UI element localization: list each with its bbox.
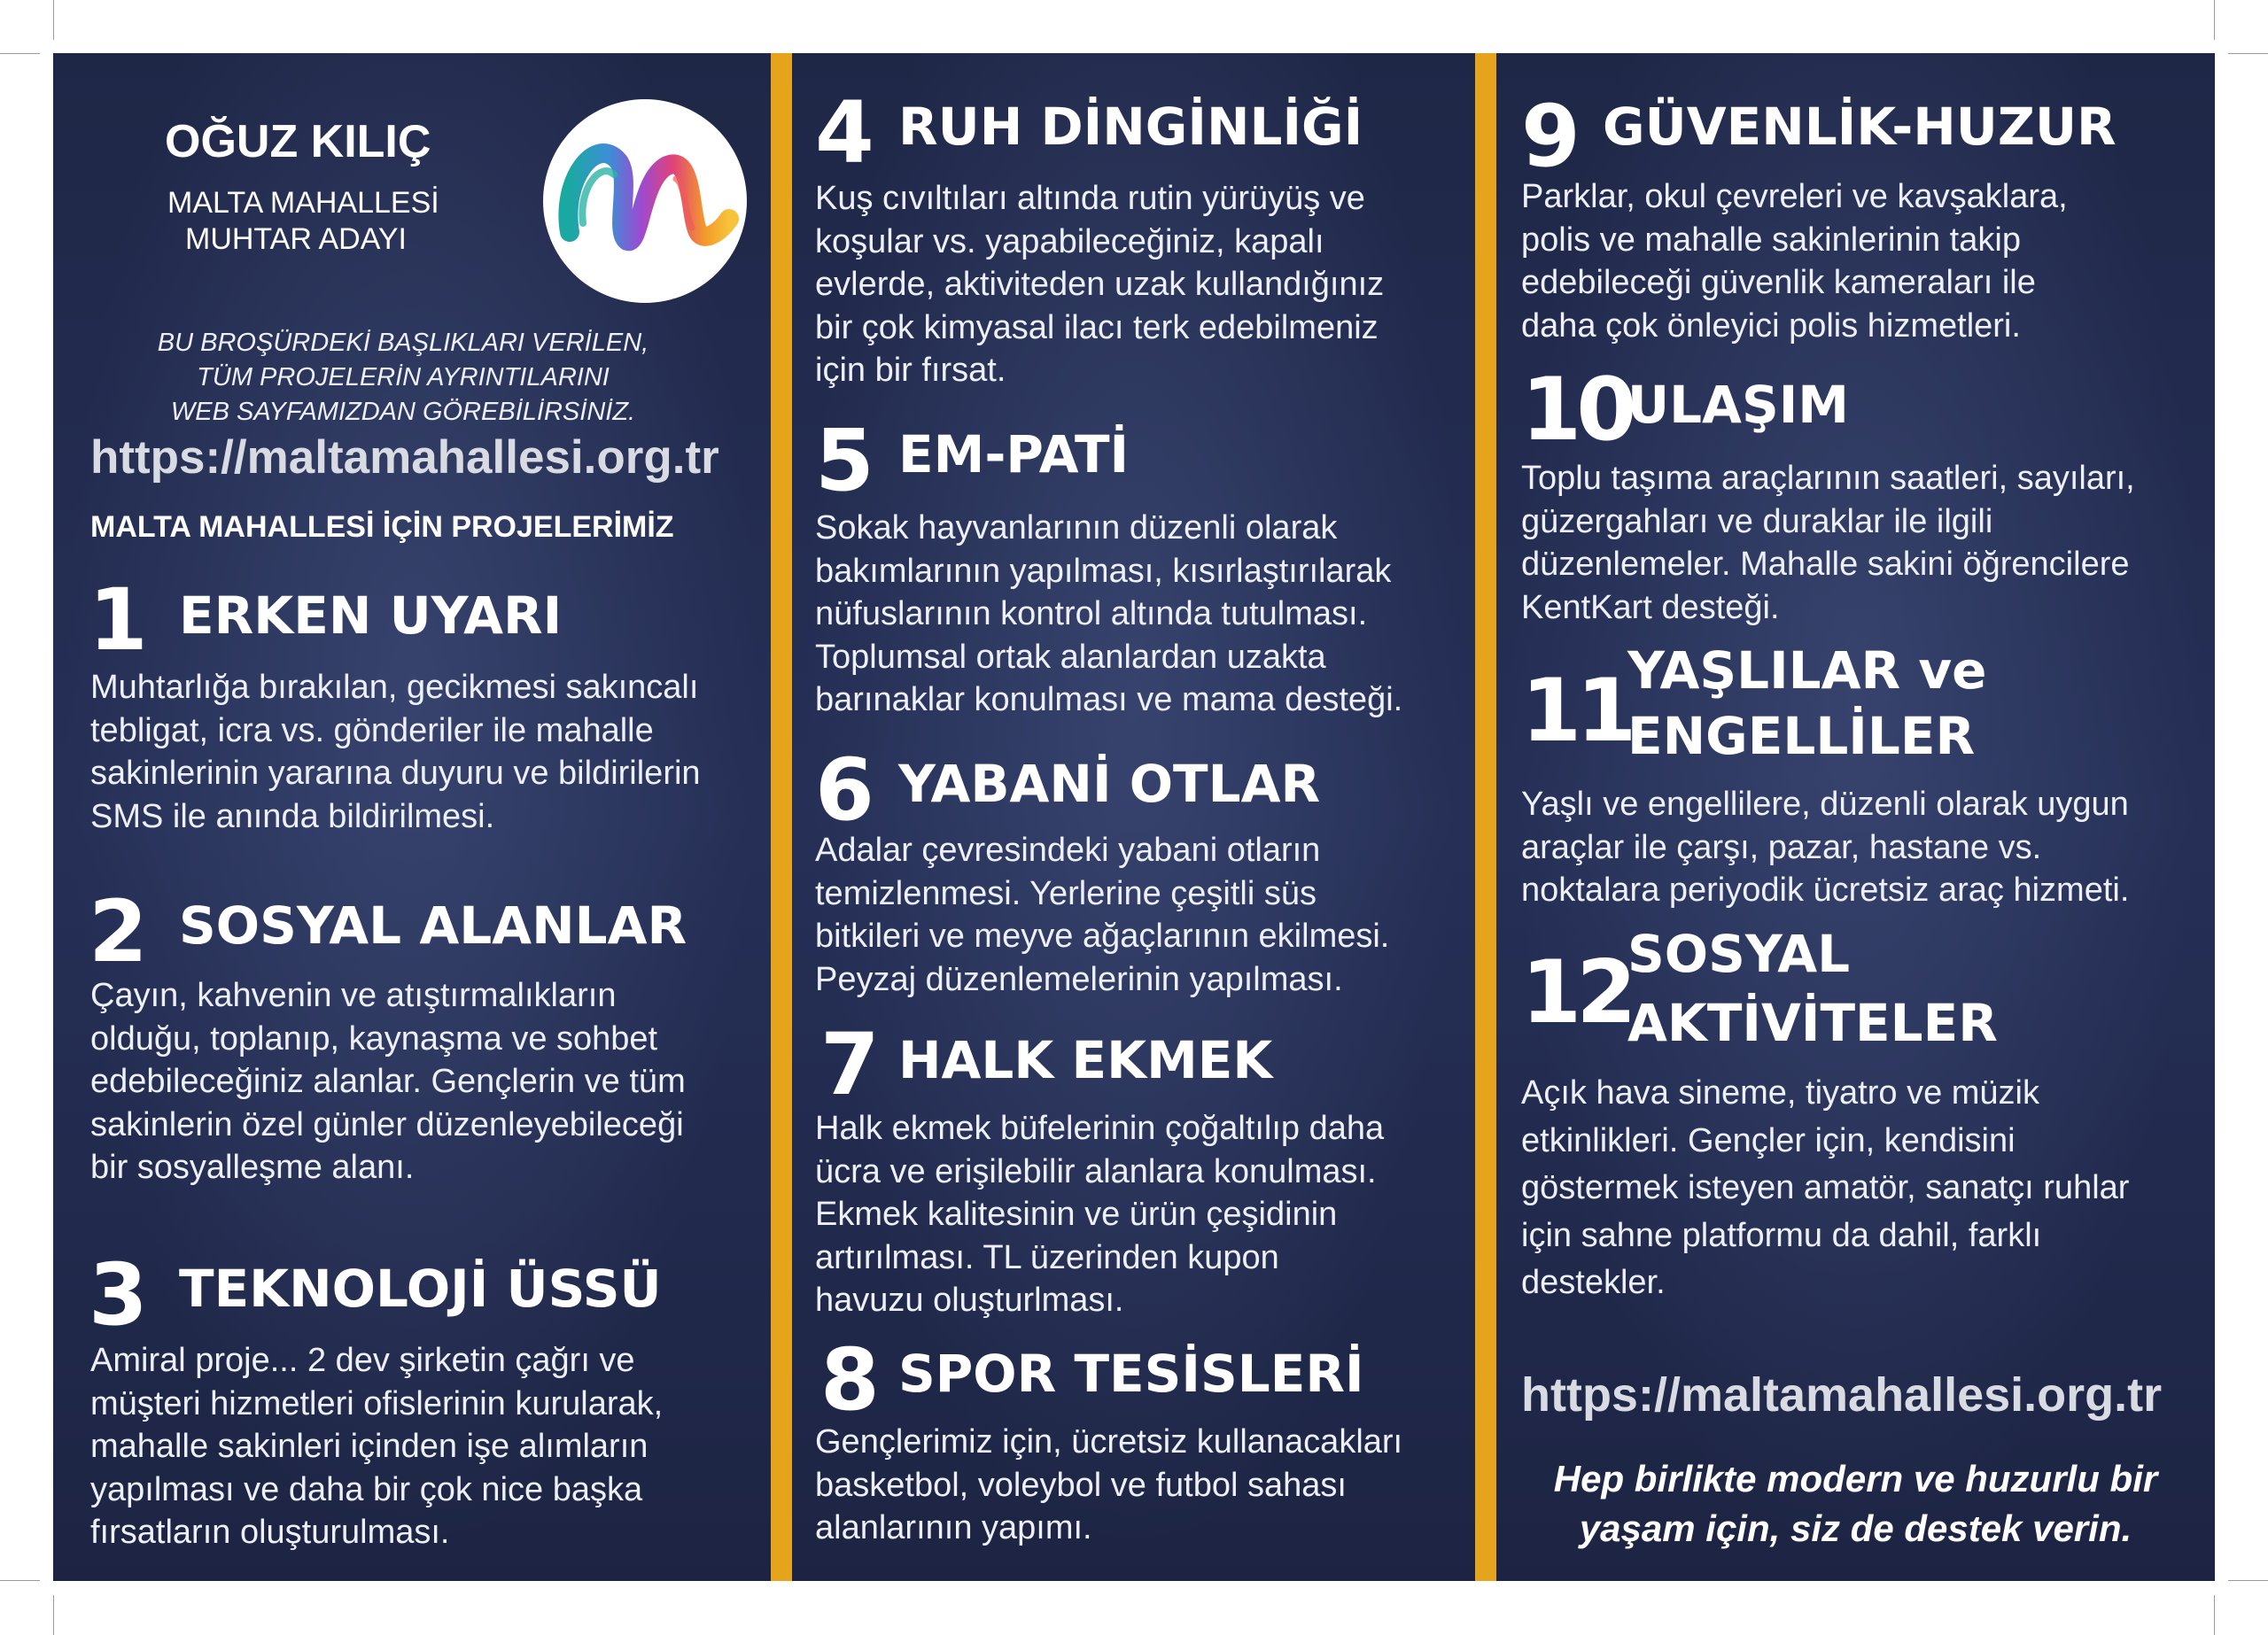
project-description: Halk ekmek büfelerinin çoğaltılıp daha ücra ve erişilebilir alanlara konulması. Ekmek kalitesinin ve ürün çeşidinin artırılması. TL üzerinden kupon havuzu oluşturlması.: [815, 1110, 1385, 1319]
project-description: Yaşlı ve engellilere, düzenli olarak uygun araçlar ile çarşı, pazar, hastane vs. noktalara periyodik ücretsiz araç hizmeti.: [1521, 786, 2130, 909]
project-title: HALK EKMEK: [898, 1030, 1273, 1090]
project-description: Açık hava sineme, tiyatro ve müzik etkinlikleri. Gençler için, kendisini göstermek isteyen amatör, sanatçı ruhlar için sahne platformu da dahil, farklı destekler.: [1521, 1074, 2130, 1301]
project-number: 9: [1521, 87, 1581, 186]
crop-mark: [53, 0, 54, 40]
project-title: YABANİ OTLAR: [898, 754, 1321, 814]
project-title: RUH DİNGİNLİĞİ: [898, 97, 1363, 157]
project-number: 4: [815, 83, 874, 182]
candidate-role-line1: MALTA MAHALLESİ: [167, 186, 439, 220]
rainbow-m-logo-icon: [543, 99, 747, 303]
website-link-top[interactable]: https://maltamahallesi.org.tr: [90, 431, 719, 484]
project-title-line2: AKTİVİTELER: [1627, 993, 1998, 1053]
project-description: Amiral proje... 2 dev şirketin çağrı ve müşteri hizmetleri ofislerinin kurularak, mahalle sakinleri içinden işe alımların yapılması ve daha bir çok nice başka fırsatların oluşturulması.: [90, 1342, 664, 1551]
project-title: SPOR TESİSLERİ: [898, 1344, 1364, 1404]
project-number: 12: [1521, 942, 1632, 1043]
project-title: EM-PATİ: [898, 424, 1130, 484]
project-title-line1: YAŞLILAR ve: [1627, 640, 1987, 701]
project-title-line2: ENGELLİLER: [1627, 706, 1976, 766]
candidate-role-line2: MUHTAR ADAYI: [185, 222, 407, 256]
intro-note: BU BROŞÜRDEKİ BAŞLIKLARI VERİLEN, TÜM PROJELERİN AYRINTILARINI WEB SAYFAMIZDAN GÖREBİLİRSİNİZ.: [157, 329, 649, 426]
crop-mark: [0, 1580, 40, 1581]
project-description: Çayın, kahvenin ve atıştırmalıkların olduğu, toplanıp, kaynaşma ve sohbet edebileceğiniz alanlar. Gençlerin ve tüm sakinlerin özel günler düzenleyebileceği bir sosyalleşme alanı.: [90, 977, 686, 1186]
project-title: TEKNOLOJİ ÜSSÜ: [179, 1259, 662, 1319]
brochure: [53, 53, 2215, 1581]
project-title: ULAŞIM: [1627, 375, 1850, 435]
crop-mark: [53, 1595, 54, 1635]
project-description: Muhtarlığa bırakılan, gecikmesi sakıncalı tebligat, icra vs. gönderiler ile mahalle sakinlerinin yararına duyuru ve bildirilerin SMS ile anında bildirilmesi.: [90, 669, 701, 835]
project-description: Kuş cıvıltıları altında rutin yürüyüş ve koşular vs. yapabileceğiniz, kapalı evlerde, aktiviteden uzak kullandığınız bir çok kimyasal ilacı terk edebilmeniz için bir fırsat.: [815, 180, 1385, 389]
candidate-name: OĞUZ KILIÇ: [165, 116, 431, 167]
project-description: Parklar, okul çevreleri ve kavşaklara, polis ve mahalle sakinlerinin takip edebileceği güvenlik kameraları ile daha çok önleyici polis hizmetleri.: [1521, 178, 2068, 345]
project-title: GÜVENLİK-HUZUR: [1603, 97, 2117, 157]
project-number: 10: [1521, 360, 1632, 461]
crop-mark: [2228, 53, 2268, 54]
slogan: Hep birlikte modern ve huzurlu bir yaşam için, siz de destek verin.: [1553, 1458, 2158, 1549]
crop-mark: [2228, 1580, 2268, 1581]
panel-left: [53, 53, 771, 1581]
project-description: Gençlerimiz için, ücretsiz kullanacakları basketbol, voleybol ve futbol sahası alanlarının yapımı.: [815, 1423, 1403, 1546]
project-number: 7: [820, 1015, 880, 1114]
project-description: Sokak hayvanlarının düzenli olarak bakımlarının yapılması, kısırlaştırılarak nüfuslarının kontrol altında tutulması. Toplumsal ortak alanlardan uzakta barınaklar konulması ve mama desteği.: [815, 509, 1403, 718]
project-title: ERKEN UYARI: [179, 585, 563, 646]
project-number: 1: [89, 570, 148, 670]
projects-heading: MALTA MAHALLESİ İÇİN PROJELERİMİZ: [90, 510, 674, 544]
panel-middle: [792, 53, 1475, 1581]
project-number: 8: [820, 1330, 880, 1430]
project-number: 11: [1521, 661, 1632, 762]
project-number: 5: [815, 411, 874, 510]
website-link-bottom[interactable]: https://maltamahallesi.org.tr: [1521, 1368, 2163, 1422]
project-title-line1: SOSYAL: [1627, 924, 1851, 984]
crop-mark: [0, 53, 40, 54]
project-number: 2: [89, 882, 148, 981]
project-number: 6: [815, 740, 874, 840]
crop-mark: [2214, 1595, 2215, 1635]
project-title: SOSYAL ALANLAR: [179, 895, 687, 956]
panel-right: [1496, 53, 2215, 1581]
project-description: Toplu taşıma araçlarının saatleri, sayıları, güzergahları ve duraklar ile ilgili düzenlemeler. Mahalle sakini öğrencilere KentKart desteği.: [1521, 460, 2135, 626]
crop-mark: [2214, 0, 2215, 40]
project-number: 3: [89, 1245, 148, 1344]
project-description: Adalar çevresindeki yabani otların temizlenmesi. Yerlerine çeşitli süs bitkileri ve meyve ağaçlarının ekilmesi. Peyzaj düzenlemelerinin yapılması.: [815, 832, 1390, 998]
